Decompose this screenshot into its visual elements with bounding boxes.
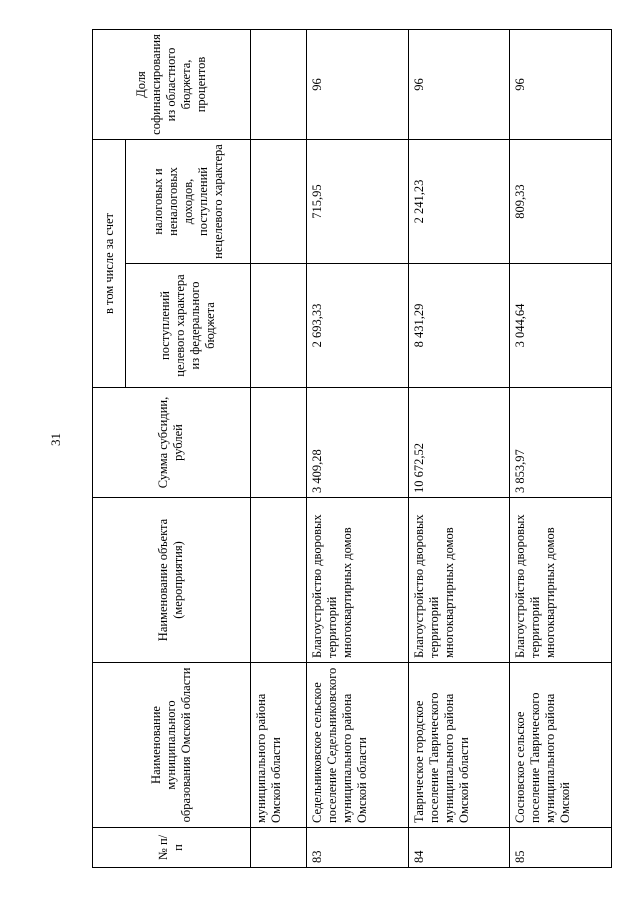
- header-including: в том числе за счет: [93, 139, 126, 387]
- header-municipality: Наименование муниципального образования Омской области: [93, 663, 251, 828]
- cell-own: 809,33: [510, 139, 612, 263]
- header-sum: Сумма субсидии, рублей: [93, 388, 251, 498]
- table-row-continuation: [250, 29, 306, 867]
- header-row-1: [93, 29, 126, 867]
- table-row: [510, 29, 612, 867]
- cell-municipality: Таврическое городское поселение Таврического муниципального района Омской области: [408, 663, 510, 828]
- cell-municipality: Седельниковское сельское поселение Седельниковского муниципального района Омской области: [306, 663, 408, 828]
- cell-municipality: муниципального района Омской области: [250, 663, 306, 828]
- cell-object: Благоустройство дворовых территорий многоквартирных домов: [510, 498, 612, 663]
- table-row: [306, 29, 408, 867]
- table-row: [408, 29, 510, 867]
- cell-object: Благоустройство дворовых территорий многоквартирных домов: [306, 498, 408, 663]
- cell-federal: 3 044,64: [510, 264, 612, 388]
- cell-sum: 3 853,97: [510, 388, 612, 498]
- header-object: Наименование объекта (мероприятия): [93, 498, 251, 663]
- cell-object: Благоустройство дворовых территорий многоквартирных домов: [408, 498, 510, 663]
- cell-share: 96: [306, 29, 408, 139]
- subsidy-table: [92, 29, 612, 868]
- page-number: 31: [48, 433, 63, 446]
- header-federal: поступлений целевого характера из федерального бюджета: [126, 264, 250, 388]
- cell-own: 715,95: [306, 139, 408, 263]
- cell-sum: 10 672,52: [408, 388, 510, 498]
- header-own: налоговых и неналоговых доходов, поступлений нецелевого характера: [126, 139, 250, 263]
- cell-share: 96: [510, 29, 612, 139]
- cell-num: 84: [408, 828, 510, 868]
- header-num: № п/п: [93, 828, 251, 868]
- cell-num: 83: [306, 828, 408, 868]
- cell-share: 96: [408, 29, 510, 139]
- rotated-table-container: [92, 30, 612, 868]
- cell-federal: 2 693,33: [306, 264, 408, 388]
- cell-num: 85: [510, 828, 612, 868]
- cell-federal: 8 431,29: [408, 264, 510, 388]
- cell-municipality: Сосновское сельское поселение Таврического муниципального района Омской: [510, 663, 612, 828]
- header-share: Доля софинансирования из областного бюджета, процентов: [93, 29, 251, 139]
- cell-sum: 3 409,28: [306, 388, 408, 498]
- cell-own: 2 241,23: [408, 139, 510, 263]
